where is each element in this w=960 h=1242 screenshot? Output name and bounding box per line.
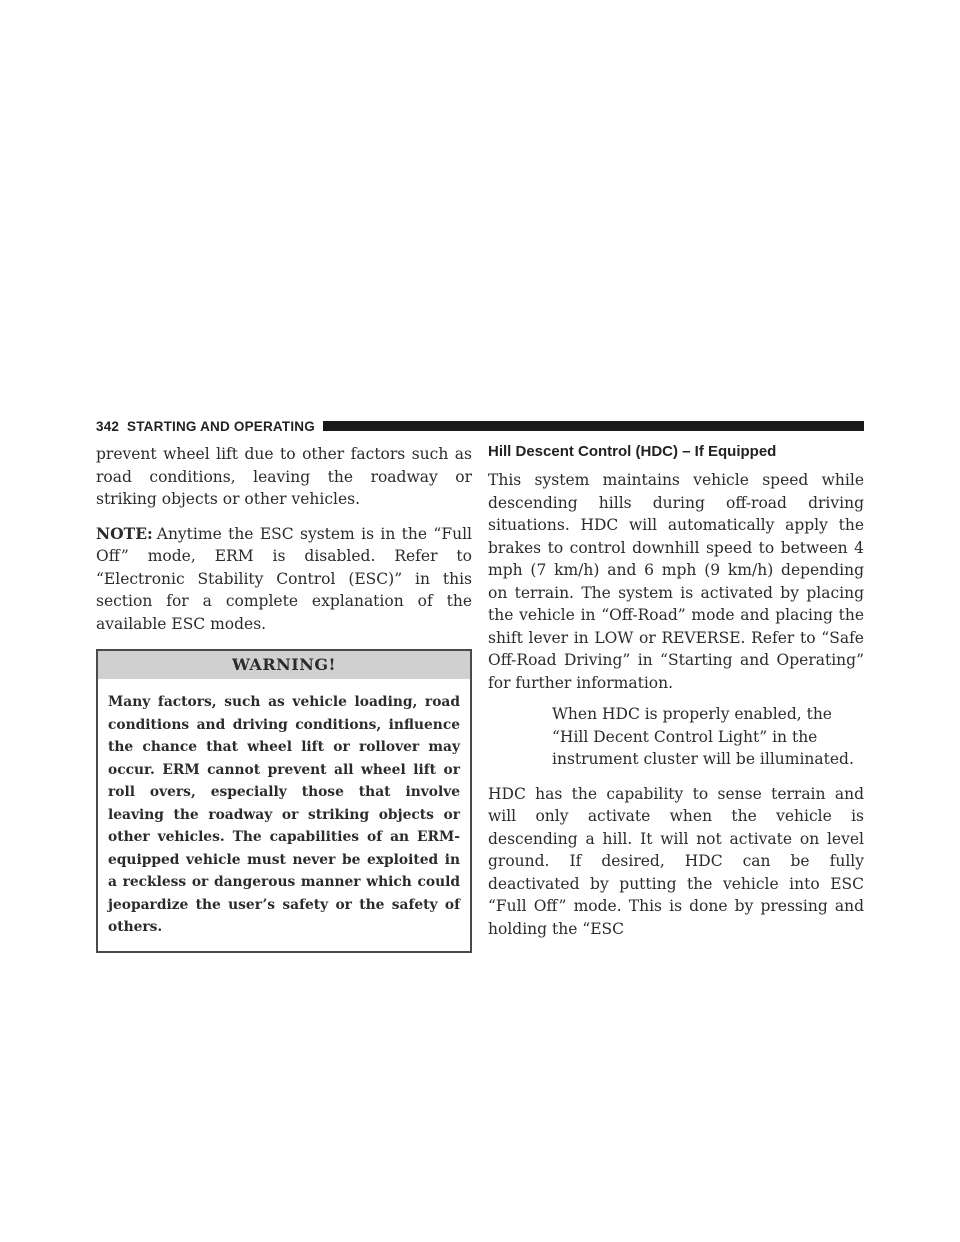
right-paragraph-3: HDC has the capability to sense terrain and will only activate when the vehicle is descending a hill. It will not activate on level ground. If desired, HDC can be fully deactivated by putting the vehicle into ESC “Full Off” mode. This is done by pressing and holding the “ESC	[488, 784, 864, 938]
left-column	[96, 443, 472, 953]
page-number: 342	[96, 418, 120, 434]
right-column	[488, 443, 864, 940]
header-rule	[323, 421, 864, 431]
section-name: STARTING AND OPERATING	[127, 418, 315, 434]
note-text: Anytime the ESC system is in the “Full Off” mode, ERM is disabled. Refer to “Electronic Stability Control (ESC)” in this section for a complete explanation of the available ESC modes.	[96, 524, 472, 633]
page-header-text	[96, 419, 315, 434]
note-paragraph	[96, 523, 472, 636]
page-header	[96, 418, 864, 434]
right-paragraph-indicator: When HDC is properly enabled, the “Hill Decent Control Light” in the instrument cluster will be illuminated.	[552, 705, 854, 768]
right-paragraph-1: This system maintains vehicle speed while descending hills during off-road driving situations. HDC will automatically apply the brakes to control downhill speed to between 4 mph (7 km/h) and 6 mph (9 km/h) depending on terrain. The system is activated by placing the vehicle in “Off-Road” mode and placing the shift lever in LOW or REVERSE. Refer to “Safe Off-Road Driving” in “Starting and Operating” for further information.	[488, 471, 864, 692]
note-label: NOTE:	[96, 523, 153, 543]
left-paragraph-1: prevent wheel lift due to other factors such as road conditions, leaving the roadway or striking objects or other vehicles.	[96, 445, 472, 508]
warning-title: WARNING!	[98, 651, 470, 679]
section-title: Hill Descent Control (HDC) – If Equipped	[488, 443, 777, 460]
warning-box	[96, 649, 472, 953]
warning-body: Many factors, such as vehicle loading, road conditions and driving conditions, influence the chance that wheel lift or rollover may occur. ERM cannot prevent all wheel lift or roll overs, especially those that involve leaving the roadway or striking objects or other vehicles. The capabilities of an ERM-equipped vehicle must never be exploited in a reckless or dangerous manner which could jeopardize the user’s safety or the safety of others.	[108, 694, 460, 935]
